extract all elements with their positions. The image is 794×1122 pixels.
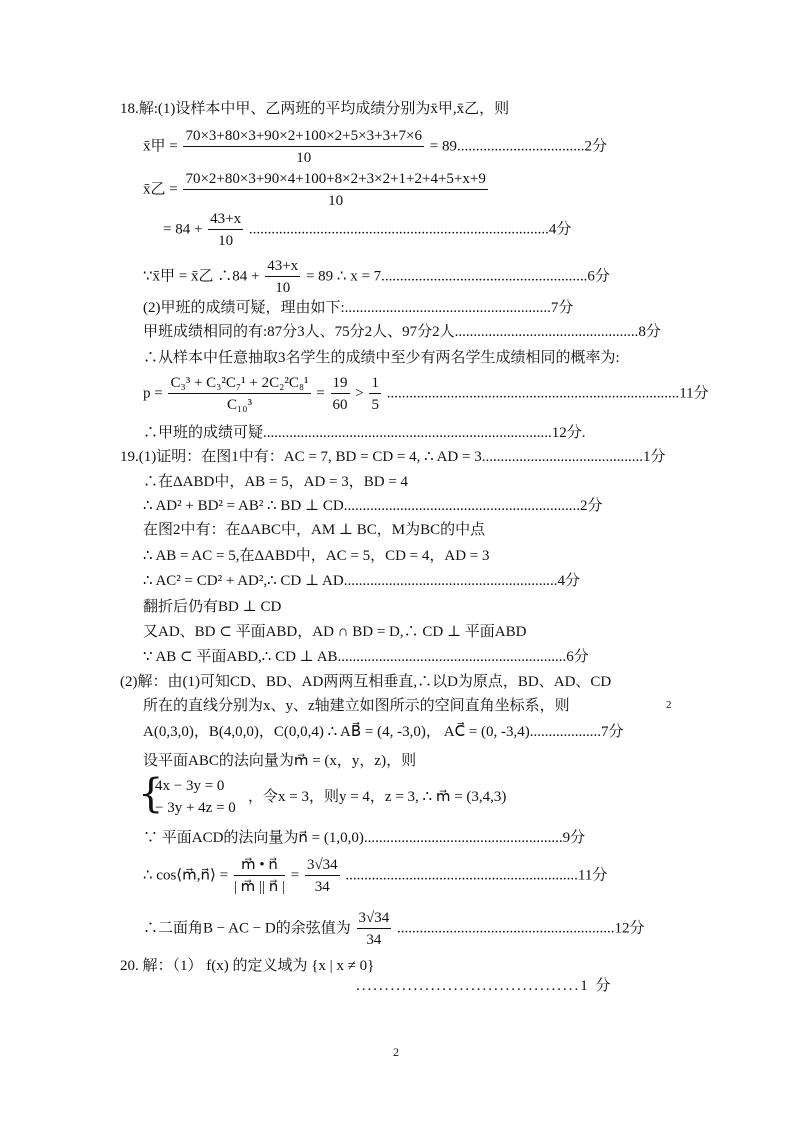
q18-l5-fraction bbox=[265, 257, 300, 297]
q18-l9-denominator-2: 60 bbox=[332, 397, 348, 413]
q18-l9-fraction bbox=[168, 374, 310, 414]
q19-l17-lhs: ∴二面角B − AC − D的余弦值为 bbox=[143, 920, 351, 937]
page-number: 2 bbox=[393, 1045, 399, 1059]
q18-l5-b: = 89 ∴ x = 7.......................................................6分 bbox=[305, 268, 610, 285]
q18-line-9 bbox=[143, 374, 709, 414]
margin-number: 2 bbox=[666, 699, 672, 711]
q19-line-10: (2)解：由(1)可知CD、BD、AD两两互相垂直,∴以D为原点，BD、AD、CD bbox=[120, 674, 612, 690]
q19-l17-numerator: 3√34 bbox=[357, 909, 392, 929]
q18-l5-a: ∵x̄甲 = x̄乙 ∴84 + bbox=[143, 268, 260, 285]
q18-l2-fraction bbox=[183, 127, 424, 167]
q19-l17-fraction bbox=[357, 909, 392, 949]
q19-line-11: 所在的直线分别为x、y、z轴建立如图所示的空间直角坐标系，则 bbox=[143, 698, 570, 714]
q19-line-8: 又AD、BD ⊂ 平面ABD，AD ∩ BD = D,∴ CD ⊥ 平面ABD bbox=[143, 624, 527, 640]
q18-l3-denominator: 10 bbox=[328, 193, 344, 209]
q18-l2-lhs: x̄甲 = bbox=[143, 138, 178, 155]
q18-line-1: 18.解:(1)设样本中甲、乙两班的平均成绩分别为x̄甲,x̄乙，则 bbox=[120, 101, 510, 117]
q19-l16-fraction bbox=[234, 856, 285, 896]
q19-l17-denominator: 34 bbox=[366, 932, 382, 948]
q19-system-eq-1: 4x − 3y = 0 bbox=[155, 778, 225, 794]
q18-l3-lhs: x̄乙 = bbox=[143, 181, 178, 198]
q19-l16-denominator: | m⃗ || n⃗ | bbox=[233, 879, 285, 895]
q19-line-1: 19.(1)证明：在图1中有：AC = 7, BD = CD = 4, ∴ AD = 3...........................................1分 bbox=[120, 449, 666, 465]
q18-l9-numerator-2: 19 bbox=[331, 374, 350, 394]
q18-line-10: ∴甲班的成绩可疑.............................................................................12分. bbox=[143, 425, 586, 441]
q20-line-1: 20. 解：（1） f(x) 的定义域为 {x | x ≠ 0} bbox=[120, 958, 375, 974]
q18-l4-lhs: = 84 + bbox=[163, 221, 203, 238]
q20-line-2: .......................................1 分 bbox=[356, 978, 613, 994]
q18-l9-fraction-3 bbox=[369, 374, 381, 414]
q18-l4-numerator: 43+x bbox=[208, 210, 243, 230]
q19-line-17 bbox=[143, 909, 645, 949]
q19-line-16 bbox=[143, 856, 607, 896]
q19-line-9: ∵ AB ⊂ 平面ABD,∴ CD ⊥ AB.............................................................6分 bbox=[143, 649, 589, 665]
q18-l5-numerator: 43+x bbox=[265, 257, 300, 277]
q18-l4-fraction bbox=[208, 210, 243, 250]
q18-l2-numerator: 70×3+80×3+90×2+100×2+5×3+3+7×6 bbox=[183, 127, 424, 147]
q18-l9-fraction-2 bbox=[331, 374, 350, 414]
q18-l9-denominator: C₁₀³ bbox=[227, 397, 252, 413]
q18-l2-rhs: = 89..................................2分 bbox=[429, 138, 607, 155]
q18-l3-fraction bbox=[183, 170, 487, 210]
q18-line-4 bbox=[163, 210, 571, 250]
q19-l16-fraction-2 bbox=[305, 856, 340, 896]
q19-line-12: A(0,3,0)，B(4,0,0)，C(0,0,4) ∴ AB⃗ = (4, -3,0)， AC⃗ = (0, -3,4)...................7分 bbox=[143, 724, 624, 740]
q19-line-15: ∵ 平面ACD的法向量为n⃗ = (1,0,0).....................................................9分 bbox=[143, 830, 586, 846]
q19-l16-eq: = bbox=[290, 867, 300, 884]
system-brace: { bbox=[138, 771, 164, 817]
q18-line-7: 甲班成绩相同的有:87分3人、75分2人、97分2人.................................................8分 bbox=[143, 324, 661, 340]
q18-l2-denominator: 10 bbox=[296, 150, 312, 166]
q19-l17-rhs: ..........................................................12分 bbox=[397, 920, 645, 937]
q18-l9-rhs: ..............................................................................11分 bbox=[386, 385, 709, 402]
q18-line-3 bbox=[143, 170, 490, 210]
q19-line-2: ∴在ΔABD中，AB = 5，AD = 3，BD = 4 bbox=[143, 474, 409, 490]
q18-l9-numerator-3: 1 bbox=[369, 374, 381, 394]
q18-l9-eq: = bbox=[316, 385, 325, 402]
q19-line-13: 设平面ABC的法向量为m⃗ = (x，y，z)，则 bbox=[143, 753, 417, 769]
q18-line-2 bbox=[143, 127, 607, 167]
q19-line-4: 在图2中有：在ΔABC中，AM ⊥ BC，M为BC的中点 bbox=[143, 522, 486, 538]
q19-line-6: ∴ AC² = CD² + AD²,∴ CD ⊥ AD.........................................................4分 bbox=[143, 573, 580, 589]
q18-l9-denominator-3: 5 bbox=[371, 397, 379, 413]
q19-system-eq-2: − 3y + 4z = 0 bbox=[155, 800, 236, 816]
q19-system-rhs: ，令x = 3，则y = 4，z = 3, ∴ m⃗ = (3,4,3) bbox=[248, 789, 507, 805]
q19-l16-rhs: ..............................................................11分 bbox=[345, 867, 608, 884]
q19-l16-numerator: m⃗ • n⃗ bbox=[234, 856, 285, 876]
q19-line-5: ∴ AB = AC = 5,在ΔABD中，AC = 5，CD = 4，AD = 3 bbox=[143, 548, 490, 564]
q18-l3-numerator: 70×2+80×3+90×4+100+8×2+3×2+1+2+4+5+x+9 bbox=[183, 170, 487, 190]
q19-l16-denominator-2: 34 bbox=[314, 879, 330, 895]
q18-line-5 bbox=[143, 257, 610, 297]
q19-line-7: 翻折后仍有BD ⊥ CD bbox=[143, 599, 282, 615]
q18-l9-lhs: p = bbox=[143, 385, 163, 402]
q18-l4-rhs: ................................................................................4分 bbox=[248, 221, 572, 238]
q19-l16-numerator-2: 3√34 bbox=[305, 856, 340, 876]
q19-l16-lhs: ∴ cos⟨m⃗,n⃗⟩ = bbox=[143, 867, 229, 884]
q18-l9-gt: > bbox=[355, 385, 364, 402]
q18-l9-numerator: C₃³ + C₃²C₇¹ + 2C₂²C₈¹ bbox=[168, 374, 310, 394]
q18-l5-denominator: 10 bbox=[275, 280, 291, 296]
q18-line-8: ∴从样本中任意抽取3名学生的成绩中至少有两名学生成绩相同的概率为: bbox=[143, 350, 620, 366]
q18-l4-denominator: 10 bbox=[218, 233, 234, 249]
q19-line-3: ∴ AD² + BD² = AB² ∴ BD ⊥ CD...............................................................2分 bbox=[143, 498, 603, 514]
q18-line-6: (2)甲班的成绩可疑，理由如下:.......................................................7分 bbox=[143, 300, 574, 316]
